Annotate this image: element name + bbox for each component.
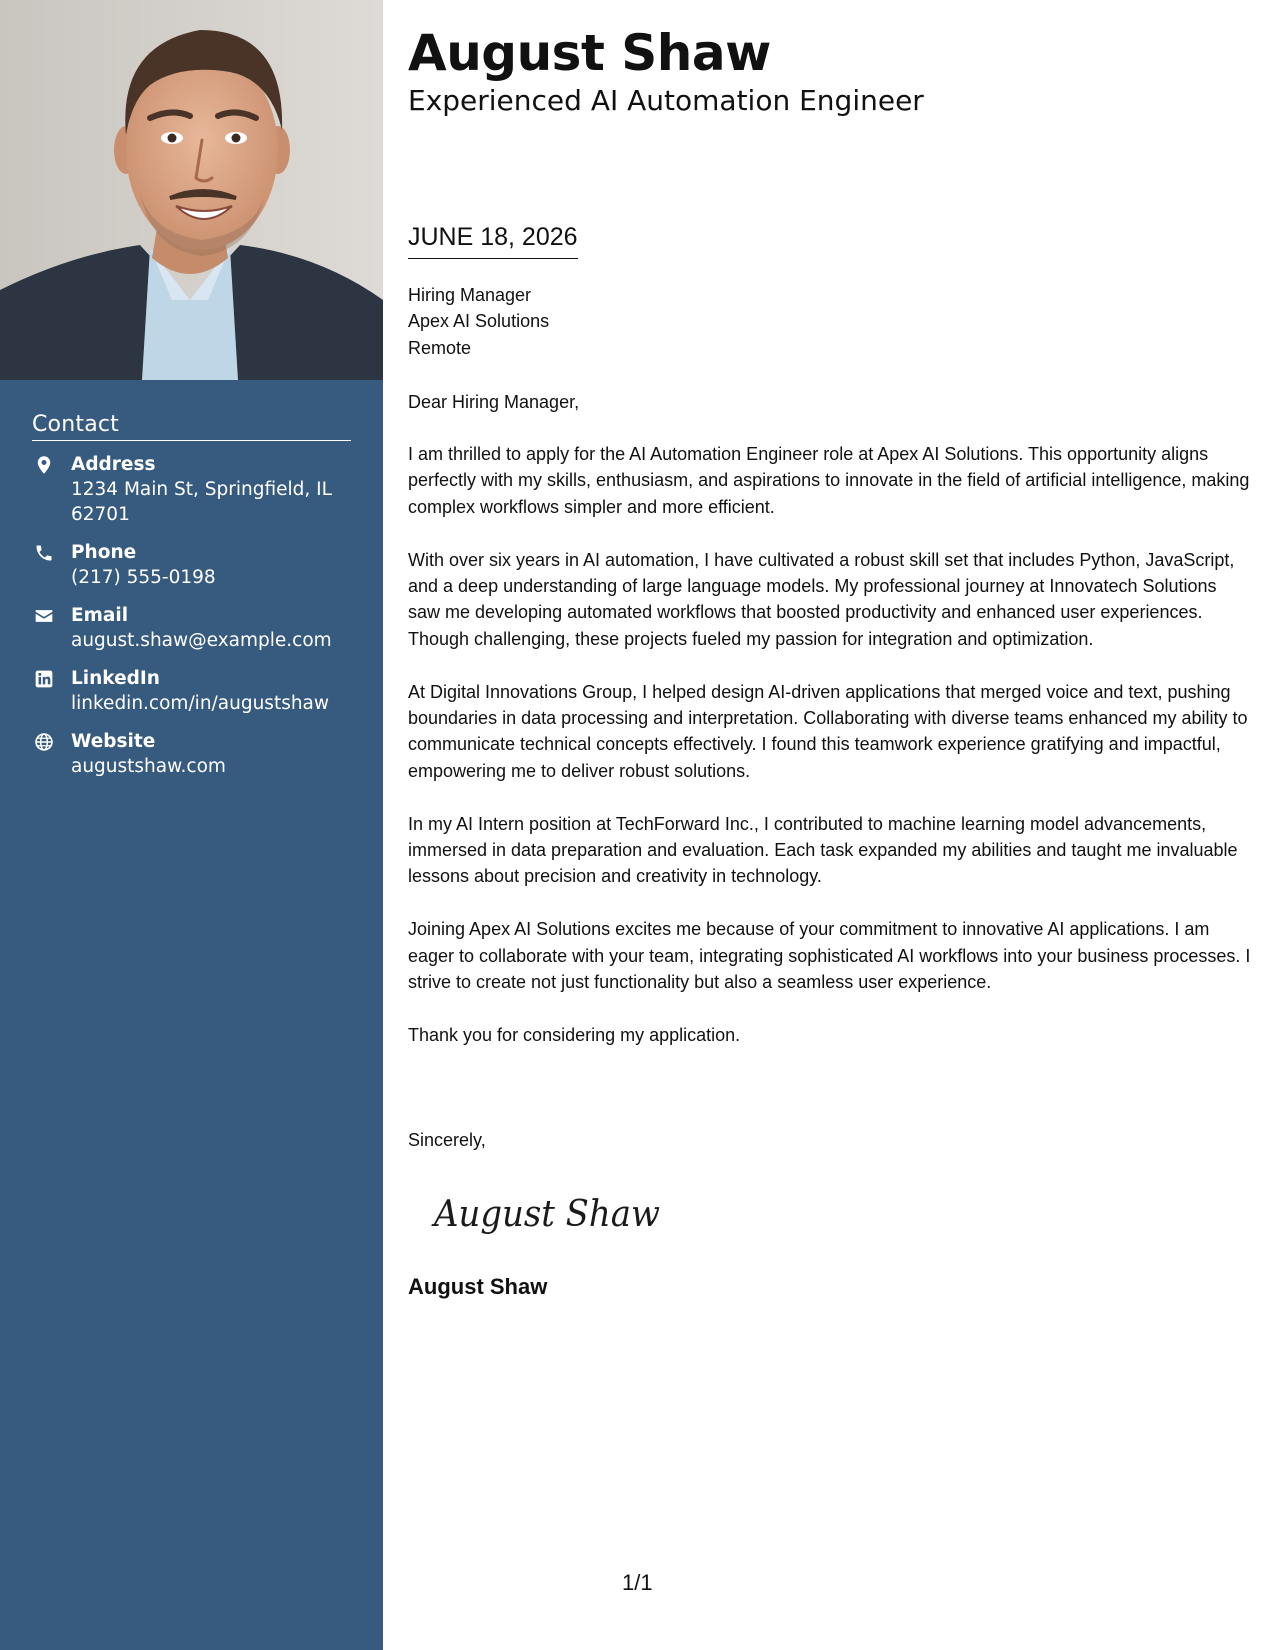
contact-label: Address bbox=[71, 454, 156, 475]
phone-icon bbox=[34, 543, 54, 563]
address-line-2: 62701 bbox=[71, 504, 130, 525]
map-pin-icon bbox=[34, 455, 54, 475]
contact-item-email bbox=[32, 604, 351, 653]
contact-label: Website bbox=[71, 731, 156, 752]
signature-text: August Shaw bbox=[431, 1194, 661, 1235]
envelope-icon bbox=[34, 606, 54, 626]
body-paragraph: With over six years in AI automation, I have cultivated a robust skill set that includes Python, JavaScript, and a deep understanding of large language models. My professional journey at Innovatech Solutions saw me developing automated workflows that boosted productivity and enhanced user experiences. Though challenging, these projects fueled my passion for integration and optimization. bbox=[408, 549, 1235, 649]
applicant-title: Experienced AI Automation Engineer bbox=[408, 84, 924, 117]
recipient-line: Hiring Manager bbox=[408, 285, 532, 305]
letter-body bbox=[408, 441, 1253, 1075]
letter-date: JUNE 18, 2026 bbox=[408, 223, 578, 259]
applicant-name: August Shaw bbox=[408, 24, 771, 82]
body-paragraph: At Digital Innovations Group, I helped design AI-driven applications that merged voice and text, pushing boundaries in data processing and interpretation. Collaborating with diverse teams enhanced my ability to communicate technical concepts effectively. I found this teamwork experience gratifying and impactful, empowering me to deliver robust solutions. bbox=[408, 681, 1248, 781]
salutation: Dear Hiring Manager, bbox=[408, 392, 580, 412]
body-paragraph: Thank you for considering my application. bbox=[408, 1024, 741, 1045]
page-number: 1/1 bbox=[622, 1570, 653, 1595]
contact-section bbox=[32, 412, 351, 793]
recipient-block bbox=[408, 282, 549, 361]
linkedin-icon bbox=[34, 669, 54, 689]
sidebar bbox=[0, 0, 383, 1650]
contact-label: Phone bbox=[71, 542, 137, 563]
contact-item-website bbox=[32, 730, 351, 779]
body-paragraph: Joining Apex AI Solutions excites me because of your commitment to innovative AI applications. I am eager to collaborate with your team, integrating sophisticated AI workflows into your business processes. I strive to create not just functionality but also a seamless user experience. bbox=[408, 919, 1251, 993]
globe-icon bbox=[34, 732, 54, 752]
email-link[interactable]: august.shaw@example.com bbox=[71, 630, 332, 651]
signed-name: August Shaw bbox=[408, 1274, 548, 1299]
contact-heading: Contact bbox=[32, 412, 351, 441]
recipient-line: Remote bbox=[408, 337, 472, 358]
signature-image bbox=[430, 1182, 670, 1242]
contact-label: Email bbox=[71, 605, 129, 626]
contact-item-phone bbox=[32, 541, 351, 590]
contact-label: LinkedIn bbox=[71, 668, 160, 689]
body-paragraph: In my AI Intern position at TechForward Inc., I contributed to machine learning model advancements, immersed in data preparation and evaluation. Each task expanded my abilities and taught me invaluable lessons about precision and creativity in technology. bbox=[408, 813, 1238, 887]
closing: Sincerely, bbox=[408, 1130, 486, 1150]
recipient-line: Apex AI Solutions bbox=[408, 311, 550, 332]
phone-value[interactable]: (217) 555-0198 bbox=[71, 567, 216, 588]
profile-photo bbox=[0, 0, 383, 380]
contact-item-address bbox=[32, 453, 351, 527]
website-link[interactable]: augustshaw.com bbox=[71, 756, 226, 777]
contact-item-linkedin bbox=[32, 667, 351, 716]
body-paragraph: I am thrilled to apply for the AI Automation Engineer role at Apex AI Solutions. This opportunity aligns perfectly with my skills, enthusiasm, and aspirations to innovate in the field of artificial intelligence, making complex workflows simpler and more efficient. bbox=[408, 444, 1250, 517]
address-line-1: 1234 Main St, Springfield, IL bbox=[71, 479, 332, 500]
linkedin-link[interactable]: linkedin.com/in/augustshaw bbox=[71, 693, 330, 714]
